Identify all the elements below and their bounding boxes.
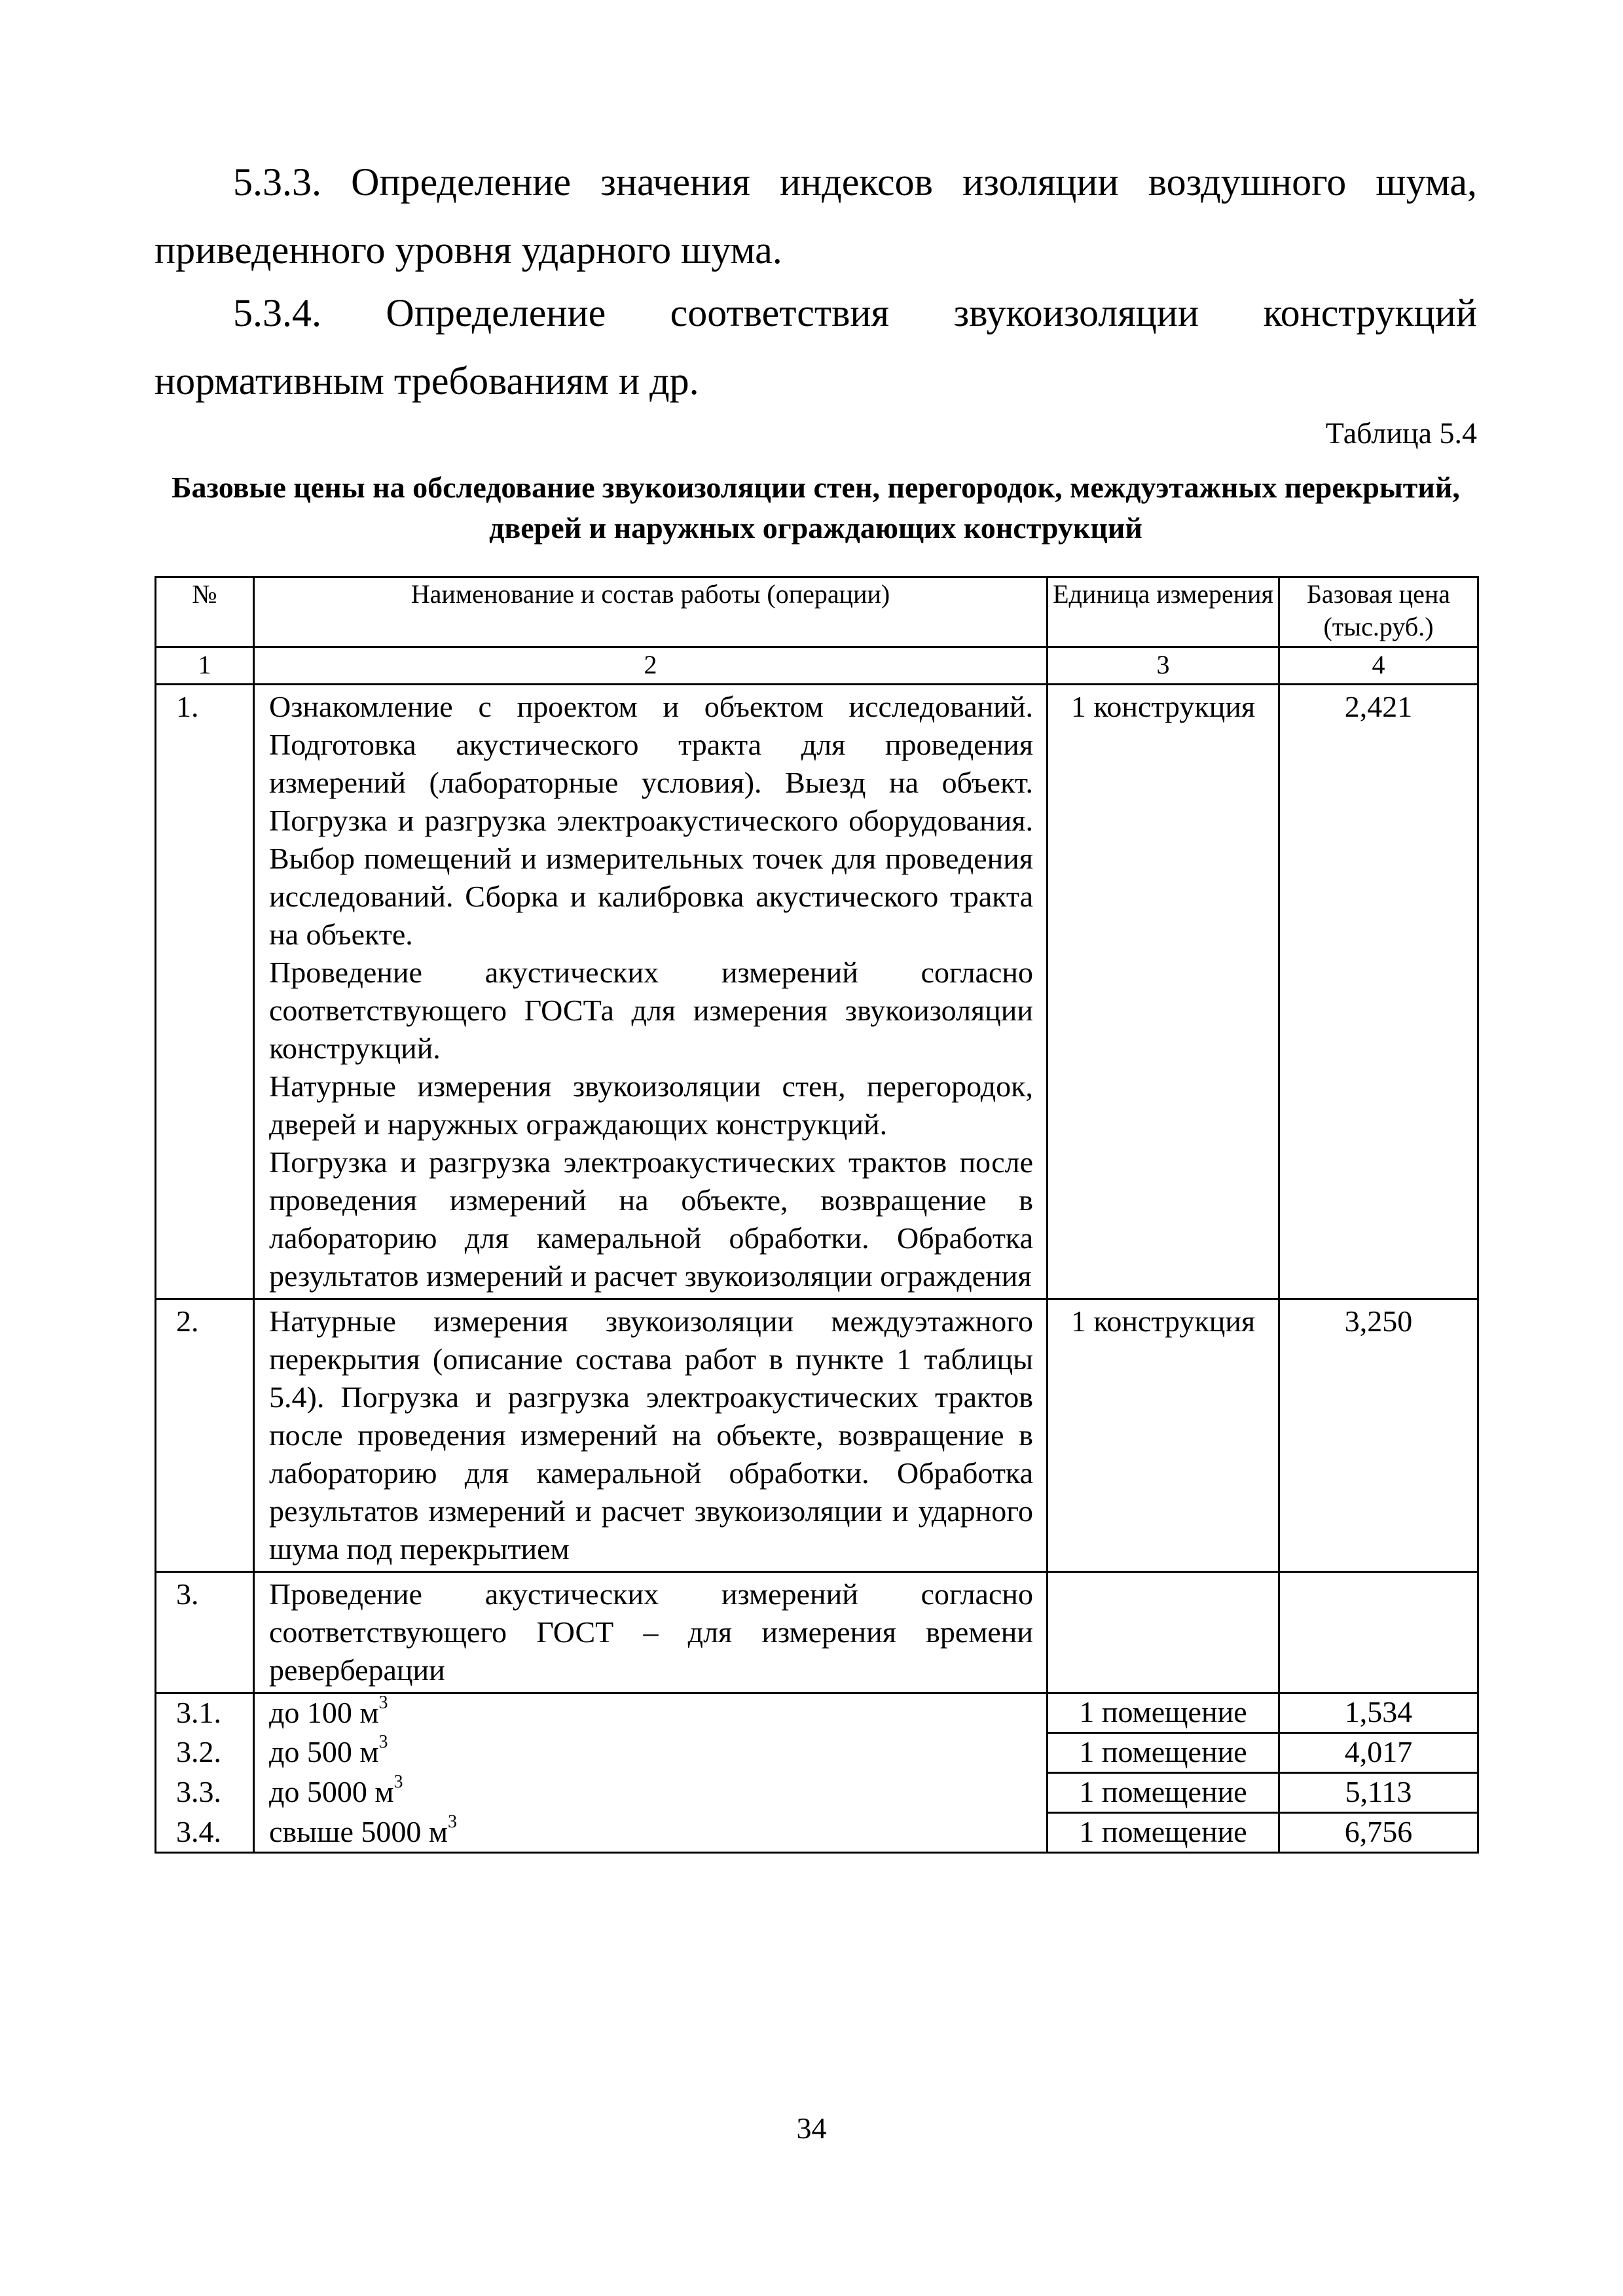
- header-name: Наименование и состав работы (операции): [254, 577, 1048, 647]
- header-unit: Единица измерения: [1048, 577, 1279, 647]
- table-subrow: [156, 1693, 1478, 1733]
- subrow-description: [254, 1813, 1048, 1853]
- subrow-description: [254, 1693, 1048, 1733]
- row-unit: 1 конструкция: [1048, 685, 1279, 1299]
- row-paragraph: Проведение акустических измерений согласно соответствующего ГОСТа для измерения звукоизоляции конструкций.: [269, 956, 1033, 1065]
- row-description: [254, 1299, 1048, 1572]
- row-price: [1279, 1572, 1478, 1693]
- column-index: 3: [1048, 647, 1279, 685]
- subrow-number: 3.2.: [156, 1733, 254, 1773]
- table-row: [156, 1299, 1478, 1572]
- row-number: 3.: [156, 1572, 254, 1693]
- subrow-price: 4,017: [1279, 1733, 1478, 1773]
- subrow-number: 3.4.: [156, 1813, 254, 1853]
- table-subrow: [156, 1773, 1478, 1813]
- table-header-row: [156, 577, 1478, 647]
- row-unit: 1 конструкция: [1048, 1299, 1279, 1572]
- subrow-text: свыше 5000 м: [269, 1814, 448, 1848]
- table-row: [156, 1572, 1478, 1693]
- superscript: 3: [378, 1693, 388, 1713]
- row-paragraph: Проведение акустических измерений согласно соответствующего ГОСТ – для измерения времени реверберации: [269, 1577, 1033, 1687]
- row-paragraph: Натурные измерения звукоизоляции междуэтажного перекрытия (описание состава работ в пункте 1 таблицы 5.4). Погрузка и разгрузка электроакустических трактов после проведения измерений на объекте, возвращение в лабораторию для камеральной обработки. Обработка результатов измерений и расчет звукоизоляции и ударного шума под перекрытием: [269, 1304, 1033, 1566]
- subrow-number: 3.3.: [156, 1773, 254, 1813]
- column-index: 4: [1279, 647, 1478, 685]
- subrow-text: до 5000 м: [269, 1774, 394, 1808]
- subrow-price: 6,756: [1279, 1813, 1478, 1853]
- subrow-price: 1,534: [1279, 1693, 1478, 1733]
- page-number: 34: [796, 2111, 827, 2145]
- superscript: 3: [393, 1771, 403, 1792]
- row-paragraph: Натурные измерения звукоизоляции стен, перегородок, дверей и наружных ограждающих конструкций.: [269, 1069, 1033, 1141]
- subrow-price: 5,113: [1279, 1773, 1478, 1813]
- superscript: 3: [448, 1811, 457, 1832]
- subrow-description: [254, 1733, 1048, 1773]
- row-price: 3,250: [1279, 1299, 1478, 1572]
- table-number: Таблица 5.4: [1325, 416, 1477, 450]
- row-number: 2.: [156, 1299, 254, 1572]
- row-number: 1.: [156, 685, 254, 1299]
- row-price: 2,421: [1279, 685, 1478, 1299]
- subrow-text: до 500 м: [269, 1734, 379, 1768]
- subrow-unit: 1 помещение: [1048, 1733, 1279, 1773]
- subrow-unit: 1 помещение: [1048, 1813, 1279, 1853]
- row-paragraph: Погрузка и разгрузка электроакустических трактов после проведения измерений на объекте, возвращение в лабораторию для камеральной обработки. Обработка результатов измерений и расчет звукоизоляции ограждения: [269, 1145, 1033, 1293]
- subrow-unit: 1 помещение: [1048, 1693, 1279, 1733]
- header-num: №: [156, 577, 254, 647]
- superscript: 3: [378, 1731, 388, 1752]
- table-subrow: [156, 1733, 1478, 1773]
- subrow-unit: 1 помещение: [1048, 1773, 1279, 1813]
- paragraph-5-3-3: 5.3.3. Определение значения индексов изоляции воздушного шума, приведенного уровня ударного шума.: [155, 160, 1477, 272]
- subrow-description: [254, 1773, 1048, 1813]
- row-paragraph: Ознакомление с проектом и объектом исследований. Подготовка акустического тракта для проведения измерений (лабораторные условия). Выезд на объект. Погрузка и разгрузка электроакустического оборудования. Выбор помещений и измерительных точек для проведения исследований. Сборка и калибровка акустического тракта на объекте.: [269, 690, 1033, 951]
- row-unit: [1048, 1572, 1279, 1693]
- subrow-text: до 100 м: [269, 1696, 379, 1729]
- column-index: 1: [156, 647, 254, 685]
- column-index-row: [156, 647, 1478, 685]
- paragraph-5-3-4: 5.3.4. Определение соответствия звукоизоляции конструкций нормативным требованиям и др.: [155, 291, 1477, 403]
- table-row: [156, 685, 1478, 1299]
- row-description: [254, 1572, 1048, 1693]
- table-subrow: [156, 1813, 1478, 1853]
- row-description: [254, 685, 1048, 1299]
- header-price: Базовая цена (тыс.руб.): [1279, 577, 1478, 647]
- price-table: [155, 576, 1479, 1854]
- subrow-number: 3.1.: [156, 1693, 254, 1733]
- table-title: Базовые цены на обследование звукоизоляции стен, перегородок, междуэтажных перекрытий, дверей и наружных ограждающих конструкций: [172, 471, 1460, 545]
- column-index: 2: [254, 647, 1048, 685]
